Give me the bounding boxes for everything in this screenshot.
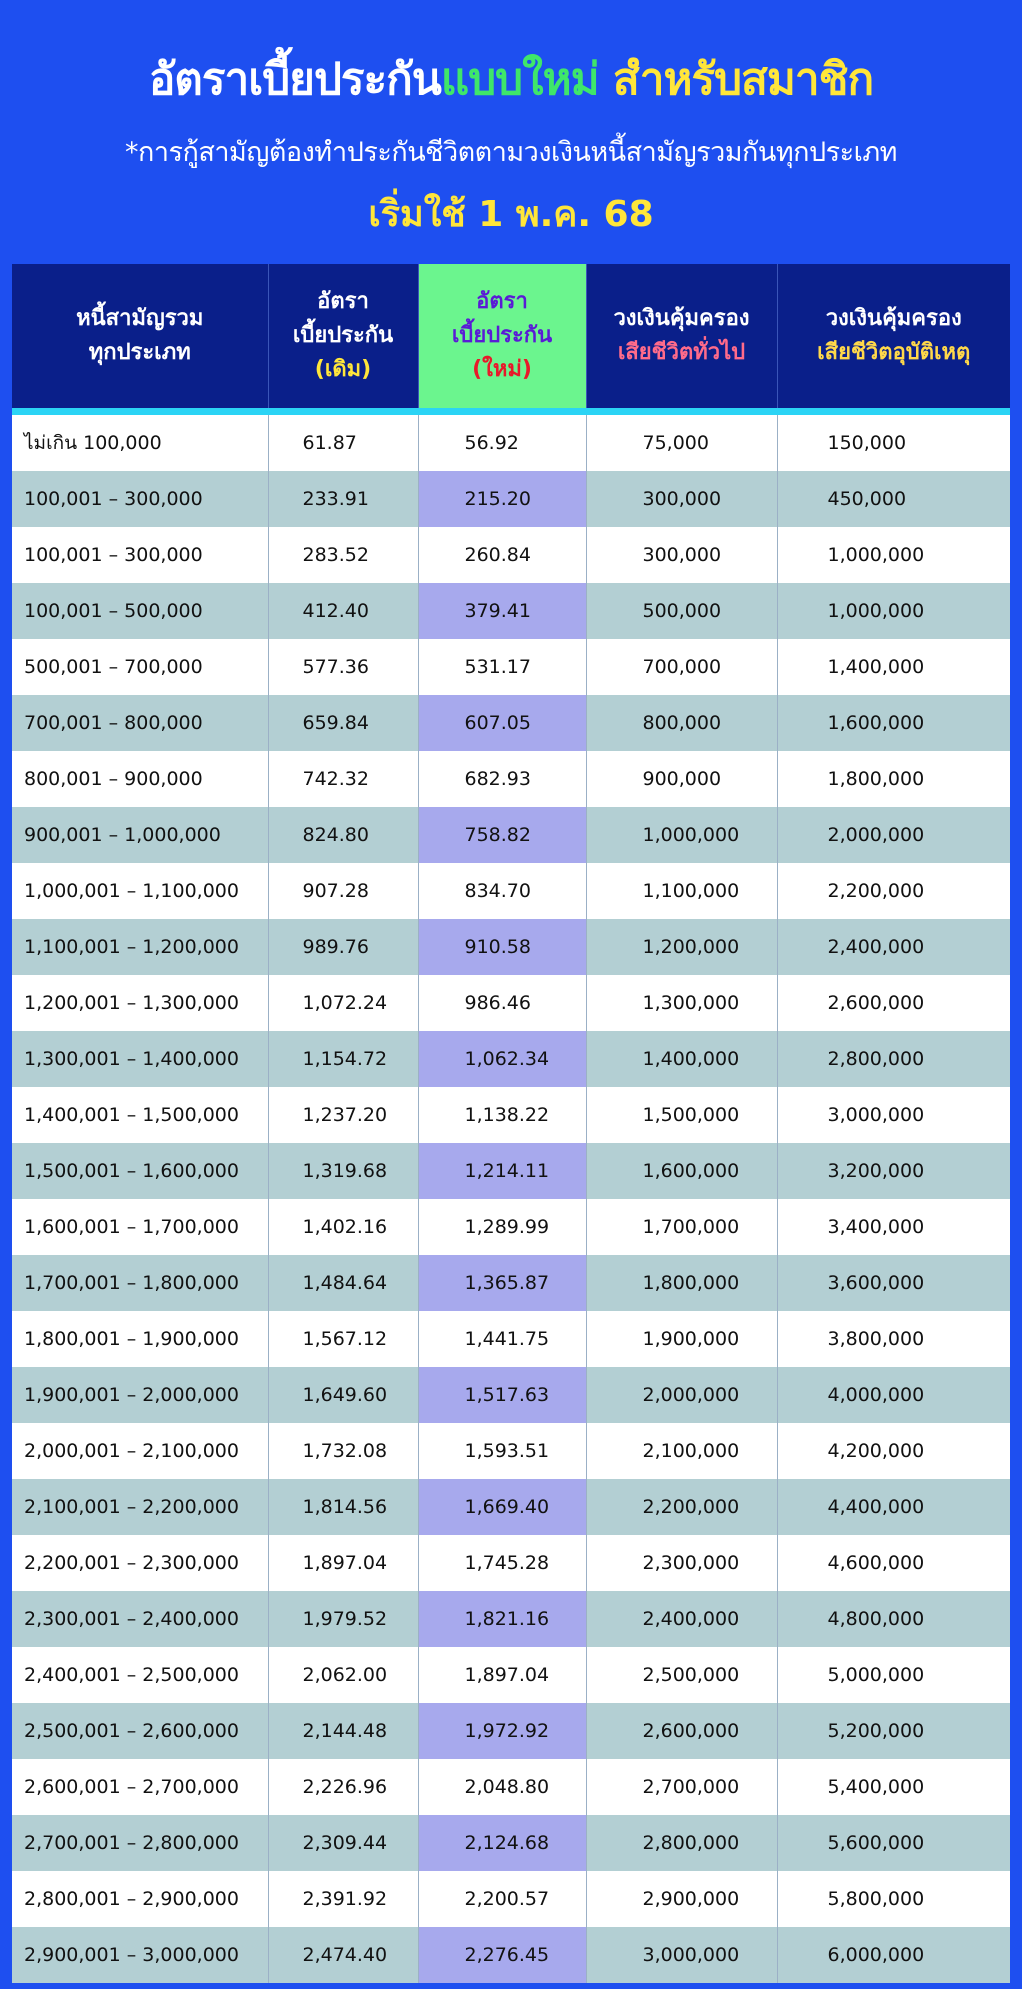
cell-old-rate: 1,072.24 <box>268 975 418 1031</box>
table-row <box>12 1759 1010 1815</box>
cell-accident-coverage: 4,600,000 <box>777 1535 1010 1591</box>
cell-accident-coverage: 1,000,000 <box>777 583 1010 639</box>
table-header <box>12 264 1010 408</box>
cell-new-rate: 1,897.04 <box>418 1647 586 1703</box>
table-row <box>12 1311 1010 1367</box>
cell-debt-range: 2,600,001 – 2,700,000 <box>12 1759 268 1815</box>
column-header-line: เสียชีวิตอุบัติเหตุ <box>817 340 971 365</box>
cell-old-rate: 2,391.92 <box>268 1871 418 1927</box>
cell-old-rate: 233.91 <box>268 471 418 527</box>
cell-debt-range: 1,400,001 – 1,500,000 <box>12 1087 268 1143</box>
cell-general-coverage: 2,800,000 <box>586 1815 777 1871</box>
column-header-line: หนี้สามัญรวม <box>76 306 204 331</box>
cell-general-coverage: 2,600,000 <box>586 1703 777 1759</box>
table-row <box>12 1143 1010 1199</box>
table-header-row <box>12 264 1010 408</box>
cell-new-rate: 2,200.57 <box>418 1871 586 1927</box>
cell-debt-range: 1,200,001 – 1,300,000 <box>12 975 268 1031</box>
table-row <box>12 919 1010 975</box>
header-divider-cell <box>12 408 1010 415</box>
cell-old-rate: 907.28 <box>268 863 418 919</box>
column-header-accident-coverage <box>777 264 1010 408</box>
cell-general-coverage: 2,700,000 <box>586 1759 777 1815</box>
cell-new-rate: 2,048.80 <box>418 1759 586 1815</box>
cell-accident-coverage: 5,200,000 <box>777 1703 1010 1759</box>
cell-general-coverage: 1,400,000 <box>586 1031 777 1087</box>
column-header-line: วงเงินคุ้มครอง <box>613 306 750 331</box>
table-row <box>12 1815 1010 1871</box>
cell-accident-coverage: 2,400,000 <box>777 919 1010 975</box>
cell-debt-range: 1,900,001 – 2,000,000 <box>12 1367 268 1423</box>
cell-accident-coverage: 3,000,000 <box>777 1087 1010 1143</box>
cell-old-rate: 577.36 <box>268 639 418 695</box>
cell-new-rate: 1,745.28 <box>418 1535 586 1591</box>
cell-new-rate: 986.46 <box>418 975 586 1031</box>
table-row <box>12 1367 1010 1423</box>
column-header-line: อัตรา <box>476 289 528 314</box>
column-header-line: ทุกประเภท <box>88 340 191 365</box>
table-row <box>12 695 1010 751</box>
table-row <box>12 583 1010 639</box>
effective-date: เริ่มใช้ 1 พ.ค. 68 <box>368 194 654 235</box>
cell-general-coverage: 1,300,000 <box>586 975 777 1031</box>
cell-general-coverage: 2,900,000 <box>586 1871 777 1927</box>
cell-new-rate: 531.17 <box>418 639 586 695</box>
cell-accident-coverage: 4,400,000 <box>777 1479 1010 1535</box>
cell-general-coverage: 800,000 <box>586 695 777 751</box>
cell-old-rate: 742.32 <box>268 751 418 807</box>
cell-old-rate: 1,814.56 <box>268 1479 418 1535</box>
cell-accident-coverage: 4,000,000 <box>777 1367 1010 1423</box>
cell-debt-range: 2,000,001 – 2,100,000 <box>12 1423 268 1479</box>
cell-general-coverage: 2,500,000 <box>586 1647 777 1703</box>
cell-accident-coverage: 5,400,000 <box>777 1759 1010 1815</box>
cell-accident-coverage: 5,000,000 <box>777 1647 1010 1703</box>
cell-new-rate: 1,517.63 <box>418 1367 586 1423</box>
cell-new-rate: 56.92 <box>418 415 586 471</box>
cell-new-rate: 1,593.51 <box>418 1423 586 1479</box>
table-row <box>12 863 1010 919</box>
cell-debt-range: 1,500,001 – 1,600,000 <box>12 1143 268 1199</box>
column-header-line: เสียชีวิตทั่วไป <box>617 340 746 365</box>
cell-debt-range: 1,800,001 – 1,900,000 <box>12 1311 268 1367</box>
cell-accident-coverage: 450,000 <box>777 471 1010 527</box>
cell-new-rate: 1,972.92 <box>418 1703 586 1759</box>
cell-old-rate: 61.87 <box>268 415 418 471</box>
table-row <box>12 1031 1010 1087</box>
cell-general-coverage: 75,000 <box>586 415 777 471</box>
header <box>0 0 1022 262</box>
cell-debt-range: 900,001 – 1,000,000 <box>12 807 268 863</box>
cell-new-rate: 1,669.40 <box>418 1479 586 1535</box>
cell-old-rate: 2,144.48 <box>268 1703 418 1759</box>
cell-general-coverage: 1,600,000 <box>586 1143 777 1199</box>
cell-debt-range: 1,300,001 – 1,400,000 <box>12 1031 268 1087</box>
cell-general-coverage: 900,000 <box>586 751 777 807</box>
table-row <box>12 751 1010 807</box>
cell-accident-coverage: 1,600,000 <box>777 695 1010 751</box>
column-header-line: วงเงินคุ้มครอง <box>825 306 962 331</box>
table-row <box>12 1479 1010 1535</box>
table-row <box>12 1535 1010 1591</box>
table-row <box>12 1871 1010 1927</box>
cell-new-rate: 2,276.45 <box>418 1927 586 1983</box>
cell-general-coverage: 300,000 <box>586 471 777 527</box>
cell-new-rate: 1,441.75 <box>418 1311 586 1367</box>
cell-accident-coverage: 150,000 <box>777 415 1010 471</box>
cell-old-rate: 1,484.64 <box>268 1255 418 1311</box>
table-row <box>12 975 1010 1031</box>
cell-general-coverage: 1,500,000 <box>586 1087 777 1143</box>
cell-accident-coverage: 1,000,000 <box>777 527 1010 583</box>
cell-accident-coverage: 2,000,000 <box>777 807 1010 863</box>
cell-old-rate: 1,732.08 <box>268 1423 418 1479</box>
cell-accident-coverage: 3,400,000 <box>777 1199 1010 1255</box>
cell-old-rate: 2,309.44 <box>268 1815 418 1871</box>
cell-new-rate: 758.82 <box>418 807 586 863</box>
cell-debt-range: 2,500,001 – 2,600,000 <box>12 1703 268 1759</box>
cell-debt-range: 1,600,001 – 1,700,000 <box>12 1199 268 1255</box>
cell-debt-range: 2,300,001 – 2,400,000 <box>12 1591 268 1647</box>
cell-debt-range: 2,800,001 – 2,900,000 <box>12 1871 268 1927</box>
cell-debt-range: 2,700,001 – 2,800,000 <box>12 1815 268 1871</box>
title-part-new: แบบใหม่ <box>440 54 599 105</box>
cell-old-rate: 2,474.40 <box>268 1927 418 1983</box>
cell-accident-coverage: 3,200,000 <box>777 1143 1010 1199</box>
column-header-new-rate <box>418 264 586 408</box>
column-header-line: เบี้ยประกัน <box>292 323 394 348</box>
cell-general-coverage: 1,900,000 <box>586 1311 777 1367</box>
cell-general-coverage: 700,000 <box>586 639 777 695</box>
table-row <box>12 1199 1010 1255</box>
subtitle-note: *การกู้สามัญต้องทำประกันชีวิตตามวงเงินหนี้สามัญรวมกันทุกประเภท <box>125 137 897 168</box>
table-row <box>12 415 1010 471</box>
table-row <box>12 1647 1010 1703</box>
cell-accident-coverage: 1,800,000 <box>777 751 1010 807</box>
cell-general-coverage: 2,200,000 <box>586 1479 777 1535</box>
cell-accident-coverage: 6,000,000 <box>777 1927 1010 1983</box>
cell-new-rate: 1,289.99 <box>418 1199 586 1255</box>
cell-debt-range: ไม่เกิน 100,000 <box>12 415 268 471</box>
cell-debt-range: 1,000,001 – 1,100,000 <box>12 863 268 919</box>
cell-old-rate: 1,979.52 <box>268 1591 418 1647</box>
cell-new-rate: 607.05 <box>418 695 586 751</box>
cell-general-coverage: 1,700,000 <box>586 1199 777 1255</box>
cell-old-rate: 1,154.72 <box>268 1031 418 1087</box>
cell-old-rate: 1,567.12 <box>268 1311 418 1367</box>
cell-general-coverage: 3,000,000 <box>586 1927 777 1983</box>
cell-debt-range: 2,100,001 – 2,200,000 <box>12 1479 268 1535</box>
table-row <box>12 1255 1010 1311</box>
column-header-line: เบี้ยประกัน <box>451 323 553 348</box>
table-row <box>12 1591 1010 1647</box>
rate-table-container <box>12 264 1010 1980</box>
cell-old-rate: 1,649.60 <box>268 1367 418 1423</box>
cell-general-coverage: 2,300,000 <box>586 1535 777 1591</box>
cell-new-rate: 379.41 <box>418 583 586 639</box>
cell-accident-coverage: 1,400,000 <box>777 639 1010 695</box>
cell-old-rate: 989.76 <box>268 919 418 975</box>
title-part-members: สำหรับสมาชิก <box>598 54 874 105</box>
cell-new-rate: 1,214.11 <box>418 1143 586 1199</box>
cell-new-rate: 834.70 <box>418 863 586 919</box>
cell-debt-range: 2,400,001 – 2,500,000 <box>12 1647 268 1703</box>
cell-new-rate: 260.84 <box>418 527 586 583</box>
header-divider <box>12 408 1010 415</box>
cell-general-coverage: 2,000,000 <box>586 1367 777 1423</box>
column-header-line: (เดิม) <box>314 357 372 382</box>
cell-new-rate: 215.20 <box>418 471 586 527</box>
cell-new-rate: 1,365.87 <box>418 1255 586 1311</box>
table-row <box>12 527 1010 583</box>
column-header-line: อัตรา <box>317 289 369 314</box>
cell-general-coverage: 2,400,000 <box>586 1591 777 1647</box>
cell-debt-range: 500,001 – 700,000 <box>12 639 268 695</box>
cell-accident-coverage: 3,600,000 <box>777 1255 1010 1311</box>
cell-new-rate: 1,062.34 <box>418 1031 586 1087</box>
cell-debt-range: 700,001 – 800,000 <box>12 695 268 751</box>
cell-accident-coverage: 2,200,000 <box>777 863 1010 919</box>
column-header-general-coverage <box>586 264 777 408</box>
cell-old-rate: 2,062.00 <box>268 1647 418 1703</box>
cell-old-rate: 1,402.16 <box>268 1199 418 1255</box>
cell-accident-coverage: 4,200,000 <box>777 1423 1010 1479</box>
cell-old-rate: 1,319.68 <box>268 1143 418 1199</box>
table-row <box>12 1703 1010 1759</box>
cell-new-rate: 910.58 <box>418 919 586 975</box>
cell-old-rate: 824.80 <box>268 807 418 863</box>
table-row <box>12 639 1010 695</box>
cell-general-coverage: 1,200,000 <box>586 919 777 975</box>
cell-old-rate: 412.40 <box>268 583 418 639</box>
table-row <box>12 807 1010 863</box>
cell-debt-range: 100,001 – 300,000 <box>12 527 268 583</box>
cell-accident-coverage: 3,800,000 <box>777 1311 1010 1367</box>
cell-general-coverage: 1,000,000 <box>586 807 777 863</box>
cell-general-coverage: 1,800,000 <box>586 1255 777 1311</box>
cell-debt-range: 800,001 – 900,000 <box>12 751 268 807</box>
cell-general-coverage: 1,100,000 <box>586 863 777 919</box>
cell-new-rate: 1,821.16 <box>418 1591 586 1647</box>
cell-debt-range: 100,001 – 300,000 <box>12 471 268 527</box>
cell-accident-coverage: 5,600,000 <box>777 1815 1010 1871</box>
table-row <box>12 1423 1010 1479</box>
cell-accident-coverage: 2,800,000 <box>777 1031 1010 1087</box>
cell-accident-coverage: 2,600,000 <box>777 975 1010 1031</box>
table-row <box>12 1087 1010 1143</box>
cell-debt-range: 1,700,001 – 1,800,000 <box>12 1255 268 1311</box>
cell-new-rate: 2,124.68 <box>418 1815 586 1871</box>
table-row <box>12 1927 1010 1983</box>
title-part-main: อัตราเบี้ยประกัน <box>148 54 441 105</box>
cell-accident-coverage: 4,800,000 <box>777 1591 1010 1647</box>
cell-old-rate: 283.52 <box>268 527 418 583</box>
cell-debt-range: 100,001 – 500,000 <box>12 583 268 639</box>
table-row <box>12 471 1010 527</box>
cell-old-rate: 1,237.20 <box>268 1087 418 1143</box>
rate-table <box>12 264 1010 1983</box>
cell-old-rate: 1,897.04 <box>268 1535 418 1591</box>
cell-general-coverage: 2,100,000 <box>586 1423 777 1479</box>
page-title <box>0 50 1022 110</box>
cell-new-rate: 682.93 <box>418 751 586 807</box>
cell-general-coverage: 500,000 <box>586 583 777 639</box>
cell-new-rate: 1,138.22 <box>418 1087 586 1143</box>
cell-debt-range: 2,900,001 – 3,000,000 <box>12 1927 268 1983</box>
table-body <box>12 408 1010 1983</box>
cell-debt-range: 1,100,001 – 1,200,000 <box>12 919 268 975</box>
column-header-line: (ใหม่) <box>472 357 532 382</box>
cell-old-rate: 2,226.96 <box>268 1759 418 1815</box>
cell-accident-coverage: 5,800,000 <box>777 1871 1010 1927</box>
column-header-debt <box>12 264 268 408</box>
cell-general-coverage: 300,000 <box>586 527 777 583</box>
cell-old-rate: 659.84 <box>268 695 418 751</box>
cell-debt-range: 2,200,001 – 2,300,000 <box>12 1535 268 1591</box>
column-header-old-rate <box>268 264 418 408</box>
